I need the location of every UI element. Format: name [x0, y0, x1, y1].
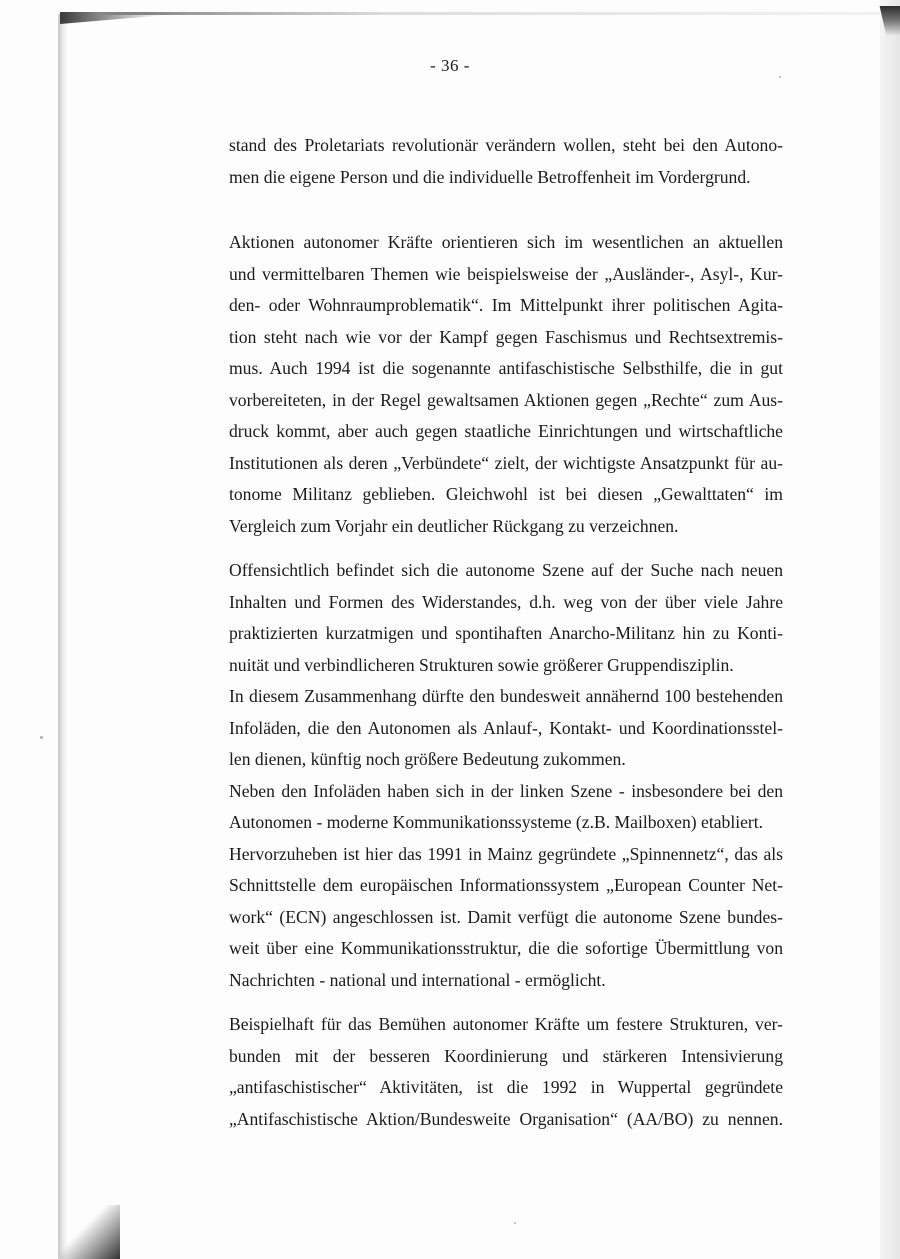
text-line: Aktionen autonomer Kräfte orientieren sich im wesentlichen an aktuellen: [229, 232, 783, 252]
paragraph-3: [229, 555, 783, 996]
scan-bottom-corner: [60, 1205, 120, 1259]
text-line: Institutionen als deren „Verbündete“ zielt, der wichtigste Ansatzpunkt für au-: [229, 452, 783, 473]
text-line: weit über eine Kommunikationsstruktur, die die sofortige Übermittlung von: [229, 938, 783, 958]
text-line: mus. Auch 1994 ist die sogenannte antifaschistische Selbsthilfe, die in gut: [229, 358, 783, 378]
page-number: - 36 -: [430, 56, 470, 75]
text-line: Inhalten und Formen des Widerstandes, d.h. weg von der über viele Jahre: [229, 591, 783, 612]
text-line: Schnittstelle dem europäischen Informationssystem „European Counter Net-: [229, 875, 783, 895]
text-line: Offensichtlich befindet sich die autonome Szene auf der Suche nach neuen: [229, 560, 783, 580]
text-line: men die eigene Person und die individuelle Betroffenheit im Vordergrund.: [229, 166, 751, 187]
text-line: Nachrichten - national und international - ermöglicht.: [229, 969, 606, 990]
text-line: tonome Militanz geblieben. Gleichwohl ist bei diesen „Gewalttaten“ im: [229, 484, 783, 504]
text-line: praktizierten kurzatmigen und spontihaften Anarcho-Militanz hin zu Konti-: [229, 623, 783, 643]
text-line: „antifaschistischer“ Aktivitäten, ist die 1992 in Wuppertal gegründete: [229, 1077, 783, 1097]
scan-left-shadow: [58, 14, 68, 1259]
text-line: Beispielhaft für das Bemühen autonomer Kräfte um festere Strukturen, ver-: [229, 1014, 783, 1034]
scan-top-edge: [62, 12, 882, 15]
text-line: len dienen, künftig noch größere Bedeutung zukommen.: [229, 749, 626, 769]
text-line: Vergleich zum Vorjahr ein deutlicher Rückgang zu verzeichnen.: [229, 515, 679, 536]
paragraph-2: [229, 227, 783, 542]
text-line: den- oder Wohnraumproblematik“. Im Mittelpunkt ihrer politischen Agita-: [229, 295, 783, 315]
text-line: tion steht nach wie vor der Kampf gegen Faschismus und Rechtsextremis-: [229, 326, 783, 347]
text-line: „Antifaschistische Aktion/Bundesweite Organisation“ (AA/BO) zu nennen.: [229, 1108, 783, 1129]
text-line: vorbereiteten, in der Regel gewaltsamen Aktionen gegen „Rechte“ zum Aus-: [229, 389, 783, 410]
scan-speck: [514, 1222, 516, 1224]
paragraph-1: [229, 130, 783, 193]
scan-speck: [779, 76, 781, 78]
text-line: druck kommt, aber auch gegen staatliche Einrichtungen und wirtschaftliche: [229, 421, 783, 441]
text-line: und vermittelbaren Themen wie beispielsweise der „Ausländer-, Asyl-, Kur-: [229, 263, 783, 284]
scan-speck: [40, 736, 43, 739]
text-line: Autonomen - moderne Kommunikationssysteme (z.B. Mailboxen) etabliert.: [229, 812, 764, 832]
text-line: stand des Proletariats revolutionär verändern wollen, steht bei den Autono-: [229, 135, 783, 155]
scan-right-edge: [880, 0, 900, 1259]
text-line: Hervorzuheben ist hier das 1991 in Mainz gegründete „Spinnennetz“, das als: [229, 843, 783, 864]
text-line: work“ (ECN) angeschlossen ist. Damit verfügt die autonome Szene bundes-: [229, 906, 783, 927]
text-line: nuität und verbindlicheren Strukturen sowie größerer Gruppendisziplin.: [229, 654, 734, 675]
paragraph-4: [229, 1009, 783, 1135]
text-line: Infoläden, die den Autonomen als Anlauf-, Kontakt- und Koordinationsstel-: [229, 717, 783, 738]
text-line: Neben den Infoläden haben sich in der linken Szene - insbesondere bei den: [229, 780, 783, 801]
text-line: bunden mit der besseren Koordinierung und stärkeren Intensivierung: [229, 1045, 783, 1066]
text-line: In diesem Zusammenhang dürfte den bundesweit annähernd 100 bestehenden: [229, 686, 783, 706]
